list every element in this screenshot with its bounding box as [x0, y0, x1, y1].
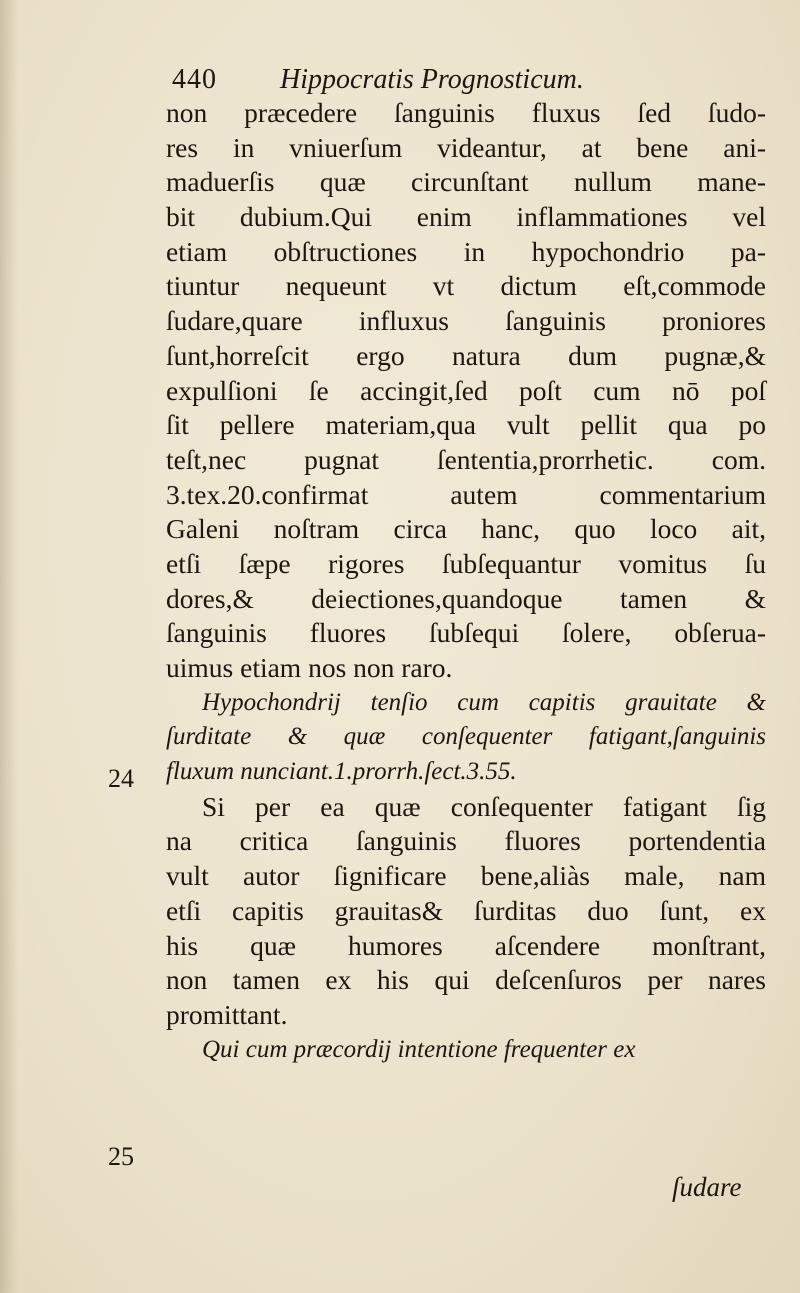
text-line: uimus etiam nos non raro. — [166, 652, 453, 683]
page-gutter-shadow — [0, 0, 18, 1293]
text-line: etſi ſæpe rigores ſubſequantur vomitus ſu — [166, 547, 766, 579]
running-title: Hippocratis Prognosticum. — [280, 64, 584, 95]
commentary-line: etſi capitis grauitas& ſurditas duo ſunt, ex — [166, 894, 766, 926]
section-number-24: 24 — [108, 764, 134, 793]
commentary-line: non tamen ex his qui deſcenſuros per nares — [166, 964, 766, 996]
lemma-line: ſurditate & quæ conſequenter fatigant,ſanguinis — [166, 723, 766, 751]
catchword: ſudare — [672, 1172, 742, 1202]
text-line: Galeni noſtram circa hanc, quo loco ait, — [166, 513, 766, 545]
commentary-line: his quæ humores aſcendere monſtrant, — [166, 929, 766, 961]
text-line: ſit pellere materiam,qua vult pellit qua po — [166, 409, 766, 441]
lemma-line: Qui cum præcordij intentione frequenter ex — [202, 1035, 636, 1063]
page-number: 440 — [172, 64, 217, 95]
commentary-line: promittant. — [166, 998, 288, 1030]
text-line: ſanguinis fluores ſubſequi ſolere, obſerua- — [166, 617, 766, 649]
text-line: maduerſis quæ circunſtant nullum mane- — [166, 166, 766, 198]
commentary-line: Si per ea quæ conſequenter fatigant ſig — [202, 790, 766, 822]
commentary-line: vult autor ſignificare bene,aliàs male, nam — [166, 860, 766, 892]
section-number-25: 25 — [108, 1142, 134, 1171]
text-line: teſt,nec pugnat ſententia,prorrhetic. com. — [166, 443, 766, 475]
text-line: res in vniuerſum videantur, at bene ani- — [166, 131, 766, 163]
text-line: bit dubium.Qui enim inflammationes vel — [166, 201, 766, 233]
lemma-line: fluxum nunciant.1.prorrh.ſect.3.55. — [166, 758, 517, 786]
text-line: dores,& deiectiones,quandoque tamen & — [166, 582, 766, 614]
text-line: etiam obſtructiones in hypochondrio pa- — [166, 235, 766, 267]
text-line: ſunt,horreſcit ergo natura dum pugnæ,& — [166, 339, 766, 371]
lemma-line: Hypochondrij tenſio cum capitis grauitate & — [202, 688, 766, 716]
text-line: tiuntur nequeunt vt dictum eſt,commode — [166, 270, 766, 302]
text-line: 3.tex.20.confirmat autem commentarium — [166, 478, 766, 510]
text-line: expulſioni ſe accingit,ſed poſt cum nō poſ — [166, 374, 766, 406]
text-line: ſudare,quare influxus ſanguinis proniores — [166, 305, 766, 337]
commentary-line: na critica ſanguinis fluores portendentia — [166, 825, 766, 857]
text-line: non præcedere ſanguinis fluxus ſed ſudo- — [166, 97, 766, 128]
main-text — [166, 96, 766, 1067]
page-header — [168, 60, 768, 100]
